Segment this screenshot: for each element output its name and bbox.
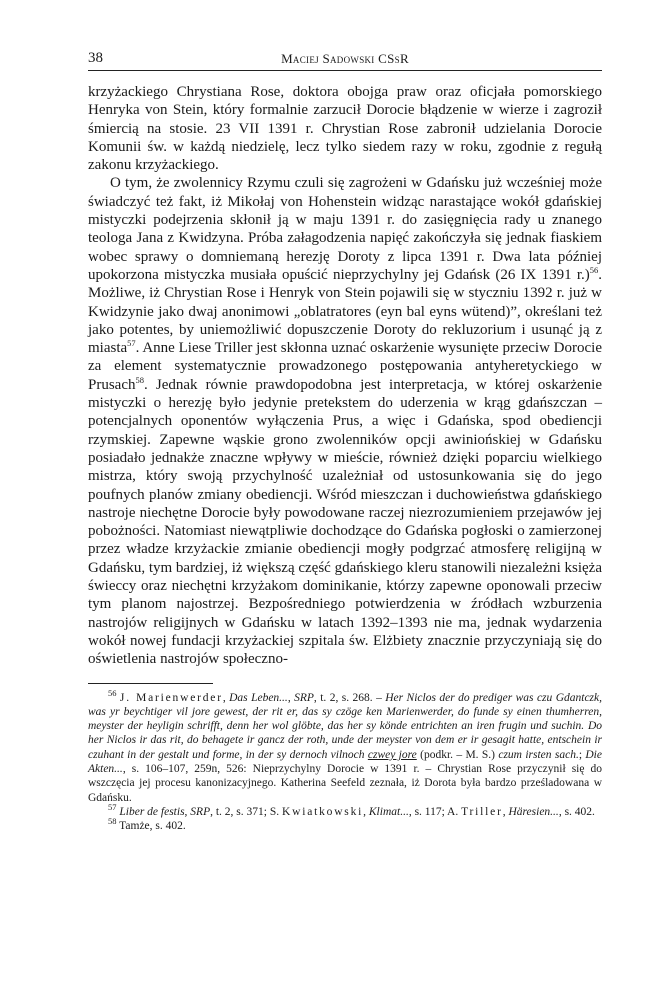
footnotes bbox=[88, 687, 603, 834]
footnote-56: $^{56}$ J. Marienwerder, Das Leben..., SRP, t. 2, s. 268. – Her Niclos der do prediger was czu Gdantczk, was yr beychtiger vil jore gewest, der rit er, das sy czöge ken Marienwerder, do funde sy einen thumherren, meyster der heyligin schrifft, denn her wol glöbte, das her sy könde entrichten an iren frugin und suchin. Do her Niclos ir das rit, do behagete ir gancz der roth, unde der meyster von dem er ir gesagit hatte, entschein ir czuhant in der gestalt und forme, in der sy dernoch vilnoch czwey jore (podkr. – M. S.) czum irsten sach.; Die Akten..., s. 106–107, 259n, 526: Nieprzychylny Dorocie w 1391 r. – Chrystian Rose przyczynił się do wszczęcia jej procesu kanonizacyjnego. Katherina Seefeld zeznała, iż Dorota była bardzo prześladowana w Gdańsku. bbox=[88, 687, 603, 804]
body-text bbox=[88, 83, 602, 669]
running-head bbox=[88, 48, 602, 71]
page-number: 38 bbox=[88, 50, 103, 66]
paragraph-2: O tym, że zwolennicy Rzymu czuli się zagrożeni w Gdańsku już wcześniej może świadczyć też fakt, iż Mikołaj von Hohenstein widząc narastające wokół gdańskiej mistyczki podejrzenia skłonił ją w maju 1391 r. do zasięgnięcia rady u znanego teologa Jana z Kwidzyna. Próba załagodzenia napięć zakończyła się jednak fiaskiem wobec sprawy o domniemaną herezję Doroty z lipca 1391 r. Dwa lata później upokorzona mistyczka musiała opuścić nieprzychylny jej Gdańsk (26 IX 1391 r.)$^{56}$. Możliwe, iż Chrystian Rose i Henryk von Stein pojawili się w styczniu 1392 r. już w Kwidzynie jako dwaj anonimowi „oblatratores (eyn bal eyns wütend)”, określani też jako potentes, by uniemożliwić dopuszczenie Doroty do rekluzorium i usunąć ją z miasta$^{57}$. Anne Liese Triller jest skłonna uznać oskarżenie wysunięte przeciw Dorocie za element systematycznie prowadzonego postępowania antyheretyckiego w Prusach$^{58}$. Jednak równie prawdopodobna jest interpretacja, w której oskarżenie mistyczki o herezję było jedynie pretekstem do uderzenia w krąg gdańszczan – potencjalnych oponentów wyłączenia Prus, a więc i Gdańska, spod obediencji rzymskiej. Zapewne wąskie grono zwolenników opcji awiniońskiej w Gdańsku posiadało jednakże znaczne wpływy w mieście, również dzięki poparciu wielkiego mistrza, który swoją przychylność uzależniał od ustosunkowania się do jego poufnych planów zmiany obediencji. Wśród mieszczan i duchowieństwa gdańskiego nastroje niechętne Dorocie były powodowane raczej niezrozumieniem przejawów jej pobożności. Natomiast niewątpliwie dochodzące do Gdańska pogłoski o zamierzonej przez władze krzyżackie zmianie obediencji mogły podgrzać atmosferę religijną w Gdańsku, tym bardziej, iż większą część gdańskiego kleru stanowili niezależni księża świeccy oraz niechętni krzyżakom dominikanie, którzy zapewne oponowali przeciw tym planom najostrzej. Bezpośredniego potwierdzenia w źródłach wzburzenia nastrojów religijnych w Gdańsku w latach 1392–1393 nie ma, jednak wydarzenia wokół nowej fundacji krzyżackiej szpitala św. Elżbiety znacznie przyczyniają się do oświetlenia nastrojów społeczno- bbox=[88, 175, 602, 668]
footnote-number: 58 bbox=[108, 816, 117, 827]
footnote-ref-56[interactable]: 56 bbox=[589, 264, 599, 275]
footnote-separator bbox=[88, 683, 213, 684]
footnote-ref-57[interactable]: 57 bbox=[127, 338, 136, 349]
page bbox=[88, 48, 602, 833]
footnote-57: $^{57}$ Liber de festis, SRP, t. 2, s. 371; S. Kwiatkowski, Klimat..., s. 117; A. Triller, Häresien..., s. 402. bbox=[108, 802, 595, 818]
footnote-number: 57 bbox=[108, 802, 117, 813]
footnote-ref-58[interactable]: 58 bbox=[135, 374, 144, 385]
footnote-number: 56 bbox=[108, 687, 117, 698]
running-head-author: Maciej Sadowski CSsR bbox=[281, 51, 409, 66]
footnote-58: $^{58}$ Tamże, s. 402. bbox=[108, 816, 186, 833]
paragraph-1: krzyżackiego Chrystiana Rose, doktora obojga praw oraz oficjała pomorskiego Henryka von Stein, który formalnie zarzucił Dorocie błądzenie w wierze i zagroził śmiercią na stosie. 23 VII 1391 r. Chrystian Rose zabronił udzielania Dorocie Komunii św. w każdą niedzielę, lecz tylko siedem razy w roku, zgodnie z regułą zakonu krzyżackiego. bbox=[88, 84, 602, 174]
